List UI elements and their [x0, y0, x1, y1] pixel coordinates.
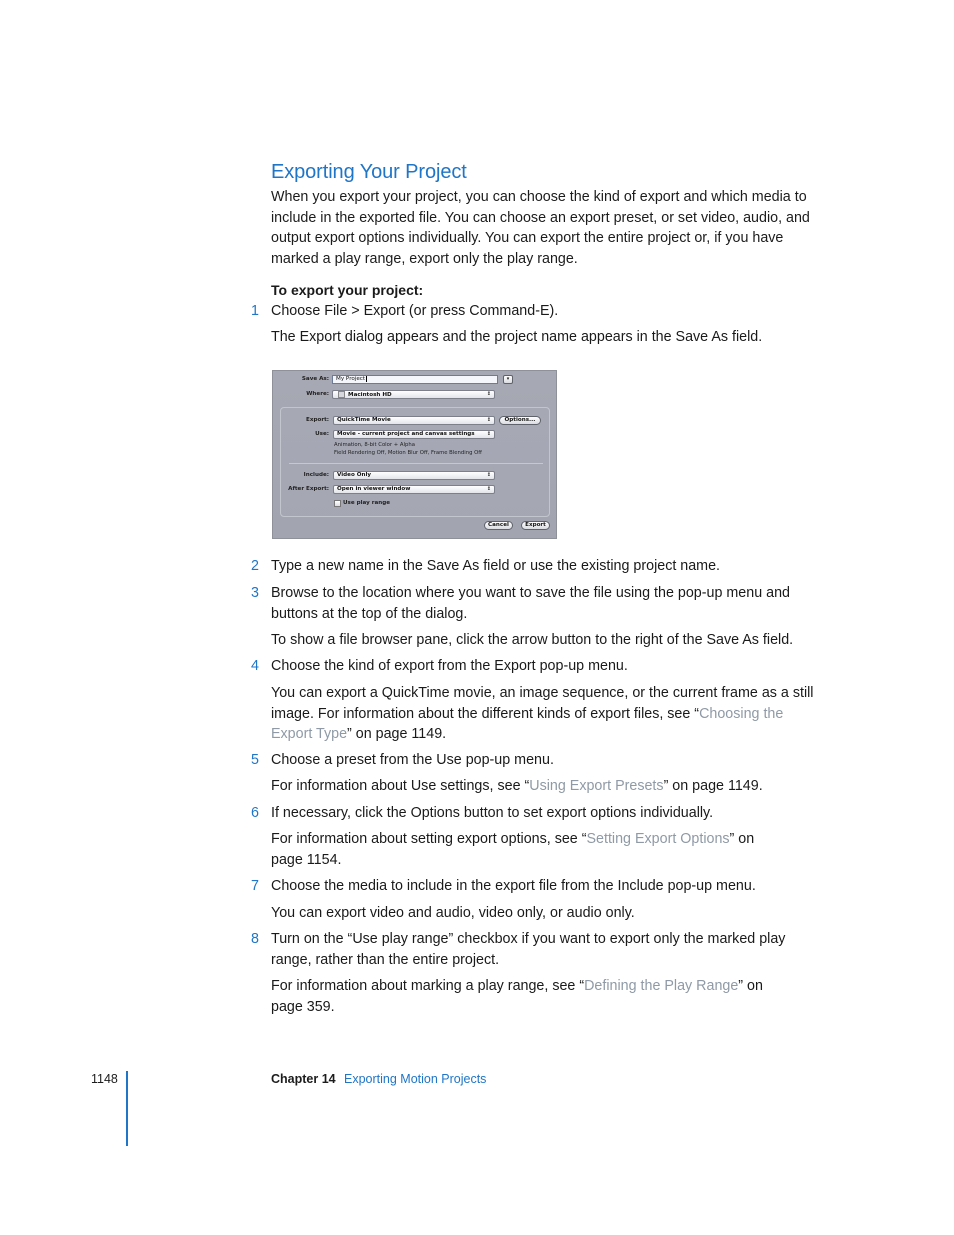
step-text: If necessary, click the Options button to set export options individually. [271, 805, 714, 821]
text-cursor [366, 376, 367, 382]
step-6-note [271, 829, 771, 870]
save-as-value: My Project [336, 376, 366, 382]
expand-browser-button[interactable] [503, 375, 513, 384]
xref-choosing-export-type[interactable]: Choosing the Export Type [271, 705, 784, 742]
include-popup[interactable] [333, 471, 495, 480]
step-text: Type a new name in the Save As field or use the existing project name. [271, 558, 721, 574]
procedure-heading: To export your project: [271, 282, 424, 298]
export-popup[interactable] [333, 416, 495, 425]
step-number: 6 [251, 805, 259, 821]
xref-using-export-presets[interactable]: Using Export Presets [529, 778, 664, 794]
popup-arrows-icon: ↕ [486, 417, 491, 423]
where-popup[interactable] [332, 390, 495, 399]
intro-paragraph: When you export your project, you can choose the kind of export and which media to include in the exported file. You can choose an export preset, or set video, audio, and output export options individually. You can export the entire project or, if you have marked a play range, export only the play range. [271, 189, 810, 267]
step-text: Choose the kind of export from the Export pop-up menu. [271, 658, 628, 674]
step-number: 2 [251, 558, 259, 574]
use-play-range-checkbox[interactable] [334, 500, 341, 507]
note-text: ” on page 359. [271, 978, 763, 1015]
step-number: 5 [251, 752, 259, 768]
chapter-label: Chapter 14 [271, 1072, 336, 1086]
export-dialog-screenshot [272, 370, 557, 539]
note-text: You can export a QuickTime movie, an image sequence, or the current frame as a still image. For information about the different kinds of export files, see “ [271, 685, 814, 722]
include-label: Include: [303, 472, 329, 478]
note-text: ” on page 1149. [347, 726, 447, 742]
cancel-button[interactable]: Cancel [484, 521, 513, 530]
options-button[interactable]: Options... [499, 416, 541, 425]
save-as-field[interactable] [332, 375, 498, 384]
note-text: For information about setting export options, see “ [271, 831, 587, 847]
note-text: ” on page 1154. [271, 831, 755, 868]
export-value: QuickTime Movie [337, 417, 391, 423]
note-text: For information about marking a play range, see “ [271, 978, 585, 994]
where-label: Where: [306, 391, 329, 397]
after-export-value: Open in viewer window [337, 486, 411, 492]
step-5-note [271, 776, 816, 797]
step-text: Choose the media to include in the export file from the Include pop-up menu. [271, 878, 756, 894]
step-7-note: You can export video and audio, video only, or audio only. [271, 905, 635, 921]
popup-arrows-icon: ↕ [486, 486, 491, 492]
preset-info-line-2: Field Rendering Off, Motion Blur Off, Frame Blending Off [334, 450, 482, 456]
use-play-range-label: Use play range [343, 500, 391, 506]
save-as-label: Save As: [301, 376, 329, 382]
step-3-note: To show a file browser pane, click the arrow button to the right of the Save As field. [271, 632, 794, 648]
step-number: 3 [251, 585, 259, 601]
after-export-popup[interactable] [333, 485, 495, 494]
step-text: Turn on the “Use play range” checkbox if you want to export only the marked play range, rather than the entire project. [271, 931, 786, 968]
export-label: Export: [306, 417, 329, 423]
use-value: Movie - current project and canvas settings [337, 431, 475, 437]
hard-drive-icon [338, 391, 345, 398]
popup-arrows-icon: ↕ [486, 431, 491, 437]
step-1-note: The Export dialog appears and the project name appears in the Save As field. [271, 329, 763, 345]
popup-arrows-icon: ↕ [486, 391, 491, 397]
xref-setting-export-options[interactable]: Setting Export Options [586, 831, 730, 847]
step-number: 4 [251, 658, 259, 674]
chapter-title: Exporting Motion Projects [344, 1072, 487, 1086]
step-text: Browse to the location where you want to save the file using the pop-up menu and buttons at the top of the dialog. [271, 585, 790, 622]
group-divider [289, 463, 543, 464]
step-text: Choose a preset from the Use pop-up menu. [271, 752, 554, 768]
popup-arrows-icon: ↕ [486, 472, 491, 478]
use-popup[interactable] [333, 430, 495, 439]
page-number: 1148 [91, 1072, 118, 1086]
export-button[interactable]: Export [521, 521, 550, 530]
note-text: For information about Use settings, see “ [271, 778, 530, 794]
where-value: Macintosh HD [348, 392, 392, 398]
step-number: 7 [251, 878, 259, 894]
step-4-note [271, 683, 816, 745]
include-value: Video Only [337, 472, 372, 478]
section-title: Exporting Your Project [271, 161, 467, 183]
preset-info-line-1: Animation, 8-bit Color + Alpha [334, 442, 415, 448]
step-number: 1 [251, 303, 259, 319]
use-label: Use: [315, 431, 329, 437]
step-8-note [271, 976, 771, 1017]
disclosure-arrow-icon: ▾ [506, 376, 510, 382]
xref-defining-play-range[interactable]: Defining the Play Range [584, 978, 739, 994]
after-export-label: After Export: [288, 486, 329, 492]
footer-rule [126, 1071, 128, 1146]
step-text: Choose File > Export (or press Command-E). [271, 303, 559, 319]
step-number: 8 [251, 931, 259, 947]
note-text: ” on page 1149. [663, 778, 763, 794]
